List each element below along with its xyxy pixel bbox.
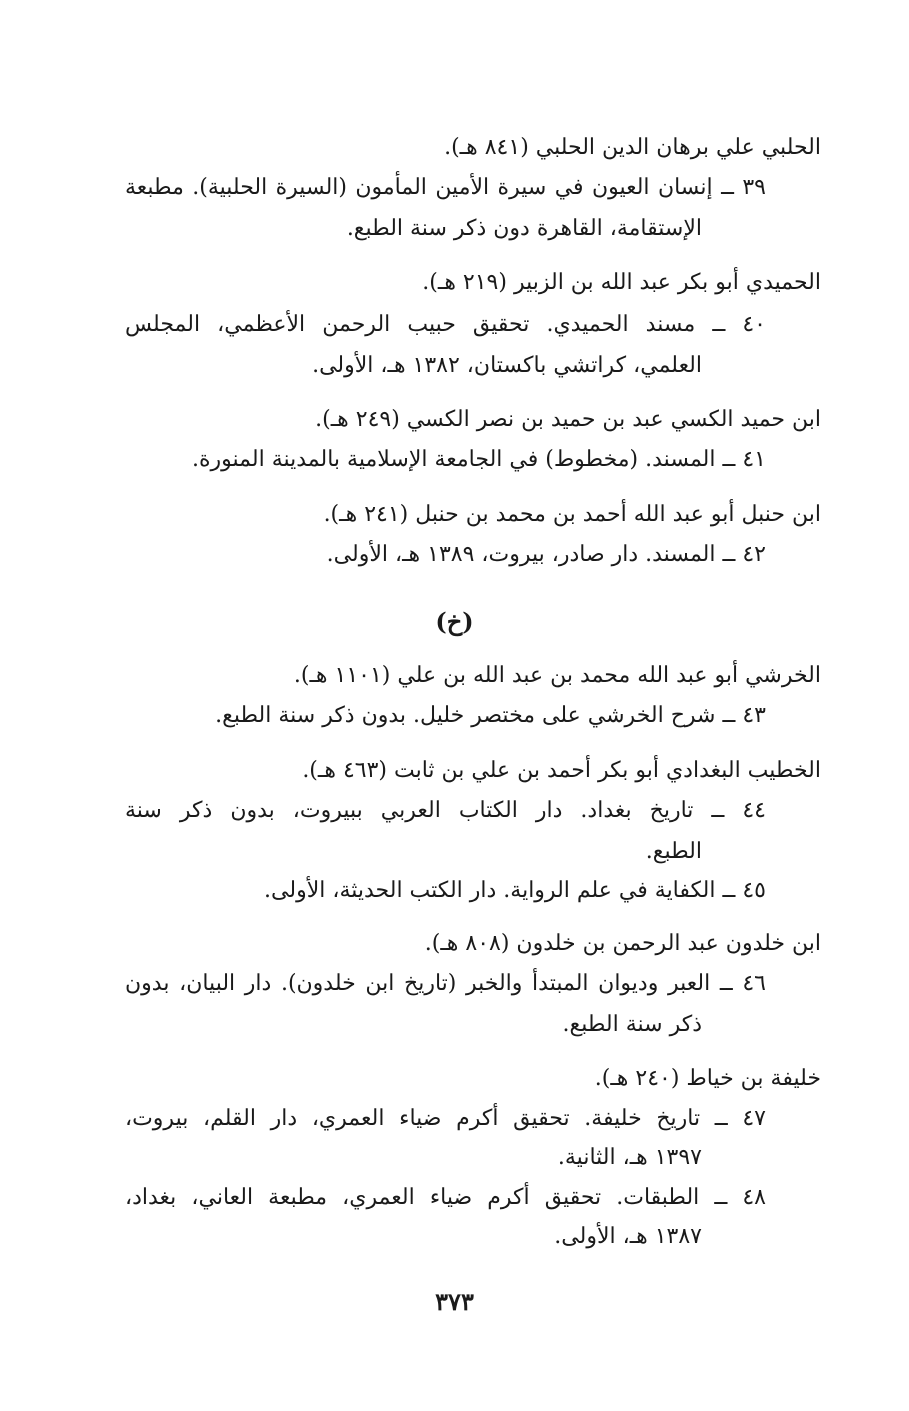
author-line-halabi: الحلبي علي برهان الدين الحلبي (٨٤١ هـ). [444,135,821,160]
author-line-khalifa: خليفة بن خياط (٢٤٠ هـ). [594,1066,821,1091]
reference-entry-48-continuation: ١٣٨٧ هـ، الأولى. [554,1224,702,1249]
reference-entry-45: ٤٥ ــ الكفاية في علم الرواية. دار الكتب الحديثة، الأولى. [264,878,766,903]
reference-entry-39-continuation: الإستقامة، القاهرة دون ذكر سنة الطبع. [346,216,702,241]
section-heading-kha: (خ) [435,607,474,636]
reference-entry-46-continuation: ذكر سنة الطبع. [562,1012,702,1037]
reference-entry-41: ٤١ ــ المسند. (مخطوط) في الجامعة الإسلامية بالمدينة المنورة. [192,447,766,472]
reference-entry-39: ٣٩ ــ إنسان العيون في سيرة الأمين المأمون (السيرة الحلبية). مطبعة [125,175,766,200]
author-line-khatib-baghdadi: الخطيب البغدادي أبو بكر أحمد بن علي بن ثابت (٤٦٣ هـ). [302,758,821,783]
reference-entry-44: ٤٤ ــ تاريخ بغداد. دار الكتاب العربي ببيروت، بدون ذكر سنة [125,798,766,823]
reference-entry-40-continuation: العلمي، كراتشي باكستان، ١٣٨٢ هـ، الأولى. [312,353,702,378]
author-line-kharashi: الخرشي أبو عبد الله محمد بن عبد الله بن علي (١١٠١ هـ). [293,663,821,688]
reference-entry-42: ٤٢ ــ المسند. دار صادر، بيروت، ١٣٨٩ هـ، الأولى. [326,542,766,567]
reference-entry-46: ٤٦ ــ العبر وديوان المبتدأ والخبر (تاريخ ابن خلدون). دار البيان، بدون [125,971,766,996]
reference-entry-48: ٤٨ ــ الطبقات. تحقيق أكرم ضياء العمري، مطبعة العاني، بغداد، [125,1185,766,1210]
reference-entry-47: ٤٧ ــ تاريخ خليفة. تحقيق أكرم ضياء العمري، دار القلم، بيروت، [125,1106,766,1131]
author-line-ibn-humayd: ابن حميد الكسي عبد بن حميد بن نصر الكسي (٢٤٩ هـ). [315,407,821,432]
reference-entry-43: ٤٣ ــ شرح الخرشي على مختصر خليل. بدون ذكر سنة الطبع. [215,703,766,728]
page-number: ٣٧٣ [435,1287,474,1316]
reference-entry-47-continuation: ١٣٩٧ هـ، الثانية. [557,1145,702,1170]
reference-entry-40: ٤٠ ــ مسند الحميدي. تحقيق حبيب الرحمن الأعظمي، المجلس [125,312,766,337]
author-line-humaydi: الحميدي أبو بكر عبد الله بن الزبير (٢١٩ هـ). [422,270,821,295]
reference-entry-44-continuation: الطبع. [645,839,702,864]
author-line-ibn-khaldun: ابن خلدون عبد الرحمن بن خلدون (٨٠٨ هـ). [424,931,821,956]
author-line-ibn-hanbal: ابن حنبل أبو عبد الله أحمد بن محمد بن حنبل (٢٤١ هـ). [323,502,821,527]
